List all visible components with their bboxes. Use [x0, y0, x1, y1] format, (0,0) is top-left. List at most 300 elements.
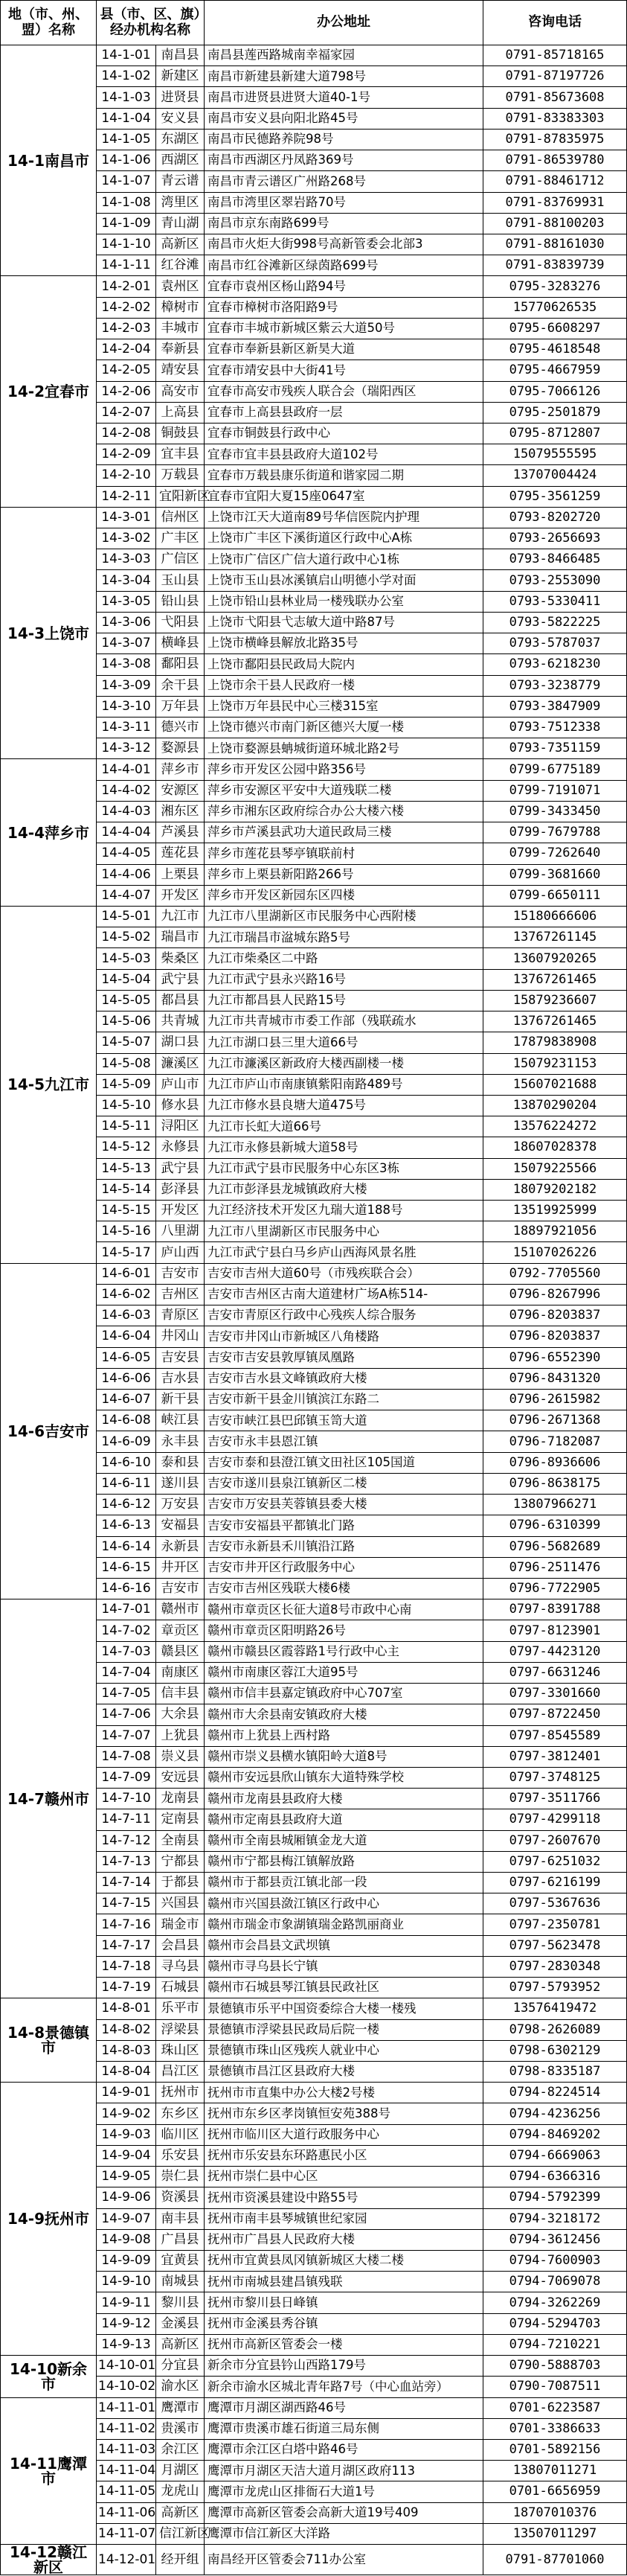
table-row	[1, 2083, 627, 2103]
phone-number: 0793-8202720	[483, 507, 627, 528]
agency-code: 14-5-07	[97, 1032, 156, 1053]
agency-name: 昌江区	[156, 2062, 205, 2083]
agency-name: 赣州市	[156, 1599, 205, 1620]
office-address: 南昌市安义县向阳北路45号	[205, 108, 483, 129]
agency-code: 14-12-01	[97, 2545, 156, 2575]
office-address: 抚州市资溪县建设中路55号	[205, 2187, 483, 2208]
office-address: 九江市庐山市南康镇紫阳南路489号	[205, 1074, 483, 1095]
agency-name: 遂川县	[156, 1473, 205, 1494]
phone-number: 0799-6775189	[483, 759, 627, 780]
phone-number: 0794-3612456	[483, 2229, 627, 2250]
office-address: 鹰潭市信江新区大洋路	[205, 2523, 483, 2544]
office-address: 抚州市东乡区孝岗镇恒安苑388号	[205, 2103, 483, 2124]
office-address: 赣州市会昌县文武坝镇	[205, 1935, 483, 1956]
phone-number: 0796-8431320	[483, 1368, 627, 1389]
phone-number: 0701-6656959	[483, 2481, 627, 2502]
office-address: 九江市湖口县三里大道66号	[205, 1032, 483, 1053]
office-address: 宜春市宜阳大夏15座0647室	[205, 486, 483, 507]
office-address: 抚州市乐安县东环路惠民小区	[205, 2145, 483, 2166]
agency-name: 都昌县	[156, 990, 205, 1011]
phone-number: 0794-6669063	[483, 2145, 627, 2166]
office-address: 萍乡市湘东区政府综合办公大楼六楼	[205, 801, 483, 822]
agency-code: 14-7-09	[97, 1767, 156, 1788]
agency-code: 14-9-11	[97, 2292, 156, 2313]
agency-name: 武宁县	[156, 1158, 205, 1179]
phone-number: 15079225566	[483, 1158, 627, 1179]
agency-code: 14-6-14	[97, 1536, 156, 1557]
agency-code: 14-11-06	[97, 2502, 156, 2523]
agency-code: 14-6-11	[97, 1473, 156, 1494]
agency-code: 14-7-05	[97, 1684, 156, 1704]
region-name: 14-6吉安市	[1, 1263, 97, 1599]
agency-name: 吉安市	[156, 1263, 205, 1284]
office-address: 鹰潭市龙虎山区排衙石大道1号	[205, 2481, 483, 2502]
agency-name: 樟树市	[156, 297, 205, 318]
office-address: 景德镇市浮梁县民政局后院一楼	[205, 2019, 483, 2040]
office-address: 鹰潭市月湖区湖西路46号	[205, 2397, 483, 2418]
office-address: 九江市八里湖新区市民服务中心西附楼	[205, 906, 483, 927]
phone-number: 0791-87835975	[483, 129, 627, 150]
agency-name: 浔阳区	[156, 1116, 205, 1137]
phone-number: 0797-4423120	[483, 1641, 627, 1662]
office-address: 九江市长虹大道66号	[205, 1116, 483, 1137]
agency-code: 14-2-02	[97, 297, 156, 318]
agency-name: 永新县	[156, 1536, 205, 1557]
agency-name: 东乡区	[156, 2103, 205, 2124]
agency-code: 14-9-13	[97, 2334, 156, 2355]
agency-code: 14-1-09	[97, 213, 156, 234]
office-address: 上饶市弋阳县弋志敏大道中路87号	[205, 612, 483, 633]
agency-name: 湖口县	[156, 1032, 205, 1053]
office-address: 九江市都昌县人民路15号	[205, 990, 483, 1011]
office-address: 九江市永修县新城大道58号	[205, 1137, 483, 1158]
agency-name: 吉安县	[156, 1347, 205, 1368]
agency-code: 14-11-01	[97, 2397, 156, 2418]
region-name: 14-11鹰潭市	[1, 2397, 97, 2545]
agency-code: 14-5-13	[97, 1158, 156, 1179]
office-address: 南昌市西湖区丹凤路369号	[205, 150, 483, 171]
agency-name: 铅山县	[156, 591, 205, 612]
office-address: 吉安市万安县芙蓉镇县委大楼	[205, 1495, 483, 1515]
agency-name: 高新区	[156, 234, 205, 255]
table-row	[1, 906, 627, 927]
agency-code: 14-5-14	[97, 1179, 156, 1200]
office-address: 抚州市南城县建昌镇残联	[205, 2272, 483, 2292]
agency-code: 14-7-15	[97, 1893, 156, 1914]
phone-number: 0796-7182087	[483, 1431, 627, 1452]
office-address: 赣州市兴国县潋江镇区行政中心	[205, 1893, 483, 1914]
agency-code: 14-11-05	[97, 2481, 156, 2502]
agency-code: 14-9-01	[97, 2083, 156, 2103]
agency-name: 青云谱	[156, 171, 205, 192]
phone-number: 0790-7087511	[483, 2377, 627, 2397]
office-address: 吉安市井开区行政服务中心	[205, 1557, 483, 1578]
agency-code: 14-10-02	[97, 2377, 156, 2397]
office-address: 抚州市崇仁县中心区	[205, 2167, 483, 2187]
phone-number: 0790-5888703	[483, 2356, 627, 2377]
office-address: 九江市彭泽县龙城镇政府大楼	[205, 1179, 483, 1200]
phone-number: 0799-7191071	[483, 780, 627, 801]
phone-number: 0795-2501879	[483, 402, 627, 423]
agency-name: 峡江县	[156, 1410, 205, 1431]
agency-code: 14-7-16	[97, 1914, 156, 1935]
agency-code: 14-5-17	[97, 1242, 156, 1263]
agency-name: 上栗县	[156, 864, 205, 885]
agency-name: 九江市	[156, 906, 205, 927]
agency-code: 14-7-18	[97, 1956, 156, 1977]
office-address: 萍乡市芦溪县武功大道民政局三楼	[205, 822, 483, 843]
phone-number: 0794-3218172	[483, 2208, 627, 2229]
agency-code: 14-4-06	[97, 864, 156, 885]
table-row	[1, 2545, 627, 2575]
phone-number: 0797-3812401	[483, 1746, 627, 1767]
phone-number: 0796-5682689	[483, 1536, 627, 1557]
agency-name: 瑞昌市	[156, 927, 205, 948]
phone-number: 0701-3386633	[483, 2418, 627, 2439]
office-address: 抚州市高新区管委会一楼	[205, 2334, 483, 2355]
phone-number: 0795-8712807	[483, 423, 627, 444]
agency-code: 14-11-02	[97, 2418, 156, 2439]
agency-code: 14-2-11	[97, 486, 156, 507]
office-address: 南昌市火炬大街998号高新管委会北部3	[205, 234, 483, 255]
agency-code: 14-6-07	[97, 1390, 156, 1410]
agency-name: 泰和县	[156, 1452, 205, 1473]
phone-number: 0793-3847909	[483, 696, 627, 717]
agency-name: 信江新区	[156, 2523, 205, 2544]
phone-number: 13576419472	[483, 1998, 627, 2019]
region-name: 14-8景德镇市	[1, 1998, 97, 2083]
office-address: 宜春市袁州区杨山路94号	[205, 276, 483, 297]
phone-number: 13807011271	[483, 2461, 627, 2481]
agency-name: 高新区	[156, 2334, 205, 2355]
phone-number: 0791-83383303	[483, 108, 627, 129]
office-address: 九江市八里湖新区市民服务中心	[205, 1221, 483, 1242]
office-address: 南昌市民德路养院98号	[205, 129, 483, 150]
agency-name: 青山湖	[156, 213, 205, 234]
office-address: 萍乡市莲花县琴亭镇联前村	[205, 843, 483, 864]
phone-number: 0794-7600903	[483, 2250, 627, 2271]
agency-code: 14-7-02	[97, 1620, 156, 1641]
table-row	[1, 45, 627, 66]
phone-number: 0799-3681660	[483, 864, 627, 885]
agency-name: 德兴市	[156, 717, 205, 738]
agency-name: 上犹县	[156, 1725, 205, 1746]
phone-number: 0796-6310399	[483, 1515, 627, 1536]
agency-name: 湾里区	[156, 192, 205, 213]
phone-number: 0793-5787037	[483, 633, 627, 654]
agency-name: 东湖区	[156, 129, 205, 150]
phone-number: 13807966271	[483, 1495, 627, 1515]
agency-code: 14-1-05	[97, 129, 156, 150]
phone-number: 0791-87197726	[483, 66, 627, 87]
office-address: 萍乡市上栗县新阳路266号	[205, 864, 483, 885]
agency-code: 14-5-08	[97, 1053, 156, 1074]
agency-name: 瑞金市	[156, 1914, 205, 1935]
phone-number: 15607021688	[483, 1074, 627, 1095]
agency-name: 井冈山	[156, 1326, 205, 1347]
agency-name: 高安市	[156, 381, 205, 402]
agency-code: 14-8-02	[97, 2019, 156, 2040]
agency-name: 西湖区	[156, 150, 205, 171]
table-row	[1, 507, 627, 528]
agency-code: 14-9-06	[97, 2187, 156, 2208]
phone-number: 0796-7722905	[483, 1578, 627, 1599]
office-address: 赣州市南康区蓉江大道95号	[205, 1662, 483, 1683]
office-address: 赣州市定南县县政府大道	[205, 1809, 483, 1830]
agency-name: 广信区	[156, 549, 205, 570]
office-address: 宜春市万载县康乐街道和谐家园二期	[205, 465, 483, 486]
agency-code: 14-9-09	[97, 2250, 156, 2271]
agency-code: 14-7-12	[97, 1830, 156, 1851]
agency-code: 14-7-03	[97, 1641, 156, 1662]
phone-number: 0797-2830348	[483, 1956, 627, 1977]
agency-name: 信丰县	[156, 1684, 205, 1704]
phone-number: 13767261465	[483, 1011, 627, 1032]
office-address: 鹰潭市月湖区天洁大道月湖区政府113	[205, 2461, 483, 2481]
agency-name: 万年县	[156, 696, 205, 717]
office-address: 吉安市吉州区古南大道建材广场A栋514-	[205, 1284, 483, 1305]
phone-number: 15079555595	[483, 444, 627, 465]
region-name: 14-7赣州市	[1, 1599, 97, 1998]
office-address: 赣州市章贡区长征大道8号市政中心南	[205, 1599, 483, 1620]
office-address: 赣州市石城县琴江镇县民政社区	[205, 1978, 483, 1998]
office-address: 抚州市广昌县人民政府大楼	[205, 2229, 483, 2250]
agency-code: 14-7-07	[97, 1725, 156, 1746]
agency-name: 乐安县	[156, 2145, 205, 2166]
agency-name: 珠山区	[156, 2040, 205, 2061]
agency-code: 14-8-01	[97, 1998, 156, 2019]
phone-number: 0793-5822225	[483, 612, 627, 633]
agency-code: 14-7-13	[97, 1851, 156, 1872]
agency-code: 14-1-03	[97, 87, 156, 108]
agency-name: 莲花县	[156, 843, 205, 864]
agency-code: 14-1-11	[97, 255, 156, 276]
phone-number: 0799-7679788	[483, 822, 627, 843]
phone-number: 0796-8203837	[483, 1305, 627, 1326]
agency-name: 龙南县	[156, 1789, 205, 1809]
office-address: 吉安市吉安县敦厚镇凤凰路	[205, 1347, 483, 1368]
agency-name: 黎川县	[156, 2292, 205, 2313]
office-address: 南昌市京东南路699号	[205, 213, 483, 234]
table-row	[1, 759, 627, 780]
agency-code: 14-5-05	[97, 990, 156, 1011]
office-address: 萍乡市安源区平安中大道残联二楼	[205, 780, 483, 801]
agency-code: 14-3-02	[97, 528, 156, 549]
phone-number: 18079202182	[483, 1179, 627, 1200]
agency-name: 分宜县	[156, 2356, 205, 2377]
office-address: 上饶市鄱阳县民政局大院内	[205, 654, 483, 675]
phone-number: 0793-8466485	[483, 549, 627, 570]
phone-number: 0795-3561259	[483, 486, 627, 507]
office-address: 南昌市红谷滩新区绿茵路699号	[205, 255, 483, 276]
phone-number: 0791-87701060	[483, 2545, 627, 2575]
phone-number: 0791-83839739	[483, 255, 627, 276]
agency-name: 庐山西	[156, 1242, 205, 1263]
region-name: 14-9抚州市	[1, 2083, 97, 2356]
office-address: 宜春市樟树市洛阳路9号	[205, 297, 483, 318]
agency-code: 14-4-03	[97, 801, 156, 822]
office-address: 宜春市上高县县政府一层	[205, 402, 483, 423]
agency-name: 弋阳县	[156, 612, 205, 633]
office-address: 吉安市吉水县文峰镇政府大楼	[205, 1368, 483, 1389]
office-address: 九江市武宁县永兴路16号	[205, 969, 483, 990]
agency-code: 14-5-09	[97, 1074, 156, 1095]
phone-number: 0798-2626089	[483, 2019, 627, 2040]
agency-name: 安福县	[156, 1515, 205, 1536]
agency-name: 余干县	[156, 675, 205, 696]
phone-number: 0791-83769931	[483, 192, 627, 213]
office-address: 赣州市龙南县县政府大楼	[205, 1789, 483, 1809]
agency-name: 安义县	[156, 108, 205, 129]
office-address: 赣州市瑞金市象湖镇瑞金路凯丽商业	[205, 1914, 483, 1935]
agency-code: 14-5-12	[97, 1137, 156, 1158]
office-address: 宜春市丰城市新城区紫云大道50号	[205, 318, 483, 339]
phone-number: 0793-7512338	[483, 717, 627, 738]
agency-name: 吉安市	[156, 1578, 205, 1599]
office-address: 鹰潭市余江区白塔中路46号	[205, 2439, 483, 2460]
agency-code: 14-4-01	[97, 759, 156, 780]
office-address: 赣州市上犹县上西村路	[205, 1725, 483, 1746]
agency-name: 永修县	[156, 1137, 205, 1158]
office-address: 抚州市金溪县秀谷镇	[205, 2313, 483, 2334]
agency-code: 14-6-08	[97, 1410, 156, 1431]
phone-number: 0797-2607670	[483, 1830, 627, 1851]
agency-name: 袁州区	[156, 276, 205, 297]
agency-name: 南康区	[156, 1662, 205, 1683]
phone-number: 0799-7262640	[483, 843, 627, 864]
agency-code: 14-1-10	[97, 234, 156, 255]
agency-code: 14-2-05	[97, 360, 156, 381]
agency-code: 14-2-03	[97, 318, 156, 339]
agency-name: 铜鼓县	[156, 423, 205, 444]
office-address: 吉安市遂川县泉江镇新区二楼	[205, 1473, 483, 1494]
header-phone: 咨询电话	[483, 1, 627, 45]
table-header-row	[1, 1, 627, 45]
agency-name: 浮梁县	[156, 2019, 205, 2040]
agency-code: 14-2-01	[97, 276, 156, 297]
office-address: 鹰潭市贵溪市雄石街道三局东侧	[205, 2418, 483, 2439]
office-address: 上饶市玉山县冰溪镇启山明德小学对面	[205, 570, 483, 591]
office-address: 上饶市德兴市南门新区德兴大厦一楼	[205, 717, 483, 738]
agency-name: 贵溪市	[156, 2418, 205, 2439]
office-address: 上饶市江天大道南89号华信医院内护理	[205, 507, 483, 528]
office-address: 抚州市黎川县日峰镇	[205, 2292, 483, 2313]
region-name: 14-5九江市	[1, 906, 97, 1263]
office-address: 宜春市铜鼓县行政中心	[205, 423, 483, 444]
agency-code: 14-7-01	[97, 1599, 156, 1620]
agency-code: 14-2-06	[97, 381, 156, 402]
office-address: 吉安市井冈山市新城区八角楼路	[205, 1326, 483, 1347]
agency-code: 14-11-07	[97, 2523, 156, 2544]
office-address: 九江市武宁县市民服务中心东区3栋	[205, 1158, 483, 1179]
phone-number: 0797-6631246	[483, 1662, 627, 1683]
agency-code: 14-6-06	[97, 1368, 156, 1389]
phone-number: 13707004424	[483, 465, 627, 486]
phone-number: 0797-8545589	[483, 1725, 627, 1746]
agency-code: 14-3-05	[97, 591, 156, 612]
agency-code: 14-5-16	[97, 1221, 156, 1242]
agency-name: 资溪县	[156, 2187, 205, 2208]
phone-number: 13870290204	[483, 1095, 627, 1116]
phone-number: 0795-4618548	[483, 339, 627, 360]
office-address: 九江市共青城市市委工作部（残联疏水	[205, 1011, 483, 1032]
office-address: 新余市分宜县钤山西路179号	[205, 2356, 483, 2377]
agency-name: 大余县	[156, 1704, 205, 1725]
agency-name: 乐平市	[156, 1998, 205, 2019]
office-address: 抚州市临川区大道行政服务中心	[205, 2124, 483, 2145]
office-address: 赣州市崇义县横水镇阳岭大道8号	[205, 1746, 483, 1767]
agency-name: 万安县	[156, 1495, 205, 1515]
phone-number: 0797-8391788	[483, 1599, 627, 1620]
agency-name: 崇仁县	[156, 2167, 205, 2187]
agency-code: 14-10-01	[97, 2356, 156, 2377]
agency-code: 14-7-17	[97, 1935, 156, 1956]
agency-name: 靖安县	[156, 360, 205, 381]
agency-code: 14-9-05	[97, 2167, 156, 2187]
agency-code: 14-2-09	[97, 444, 156, 465]
office-address: 吉安市吉州区残联大楼6楼	[205, 1578, 483, 1599]
table-row	[1, 1599, 627, 1620]
office-address: 南昌经开区管委会711办公室	[205, 2545, 483, 2575]
agency-code: 14-3-03	[97, 549, 156, 570]
office-address: 南昌市进贤县进贤大道40-1号	[205, 87, 483, 108]
agency-code: 14-7-08	[97, 1746, 156, 1767]
agency-name: 宜黄县	[156, 2250, 205, 2271]
phone-number: 0795-3283276	[483, 276, 627, 297]
agency-name: 信州区	[156, 507, 205, 528]
phone-number: 0793-3238779	[483, 675, 627, 696]
agency-name: 八里湖	[156, 1221, 205, 1242]
agency-name: 湘东区	[156, 801, 205, 822]
phone-number: 0796-8936606	[483, 1452, 627, 1473]
office-address: 宜春市高安市残疾人联合会（瑞阳西区	[205, 381, 483, 402]
agency-name: 金溪县	[156, 2313, 205, 2334]
office-address: 抚州市宜黄县凤冈镇新城区大楼二楼	[205, 2250, 483, 2271]
table-row	[1, 2397, 627, 2418]
phone-number: 0797-5793952	[483, 1978, 627, 1998]
phone-number: 0795-7066126	[483, 381, 627, 402]
agency-code: 14-6-09	[97, 1431, 156, 1452]
agency-code: 14-6-04	[97, 1326, 156, 1347]
agency-name: 南城县	[156, 2272, 205, 2292]
agency-code: 14-6-16	[97, 1578, 156, 1599]
phone-number: 0795-4667959	[483, 360, 627, 381]
agency-code: 14-4-04	[97, 822, 156, 843]
agency-name: 武宁县	[156, 969, 205, 990]
agency-name: 新干县	[156, 1390, 205, 1410]
agency-code: 14-5-06	[97, 1011, 156, 1032]
phone-number: 0796-8638175	[483, 1473, 627, 1494]
office-address: 鹰潭市高新区管委会高新大道19号409	[205, 2502, 483, 2523]
agency-name: 南丰县	[156, 2208, 205, 2229]
agency-code: 14-2-04	[97, 339, 156, 360]
phone-number: 0794-8224514	[483, 2083, 627, 2103]
office-address: 九江市濂溪区新政府大楼西副楼一楼	[205, 1053, 483, 1074]
agency-code: 14-2-08	[97, 423, 156, 444]
agency-name: 庐山市	[156, 1074, 205, 1095]
agency-name: 会昌县	[156, 1935, 205, 1956]
phone-number: 0797-3748125	[483, 1767, 627, 1788]
agency-name: 吉水县	[156, 1368, 205, 1389]
agency-name: 崇义县	[156, 1746, 205, 1767]
office-address: 吉安市青原区行政中心残疾人综合服务	[205, 1305, 483, 1326]
phone-number: 15180666606	[483, 906, 627, 927]
office-address: 九江经济技术开发区九瑞大道188号	[205, 1201, 483, 1221]
phone-number: 0796-2615982	[483, 1390, 627, 1410]
agency-name: 寻乌县	[156, 1956, 205, 1977]
phone-number: 0797-5367636	[483, 1893, 627, 1914]
agency-code: 14-6-05	[97, 1347, 156, 1368]
